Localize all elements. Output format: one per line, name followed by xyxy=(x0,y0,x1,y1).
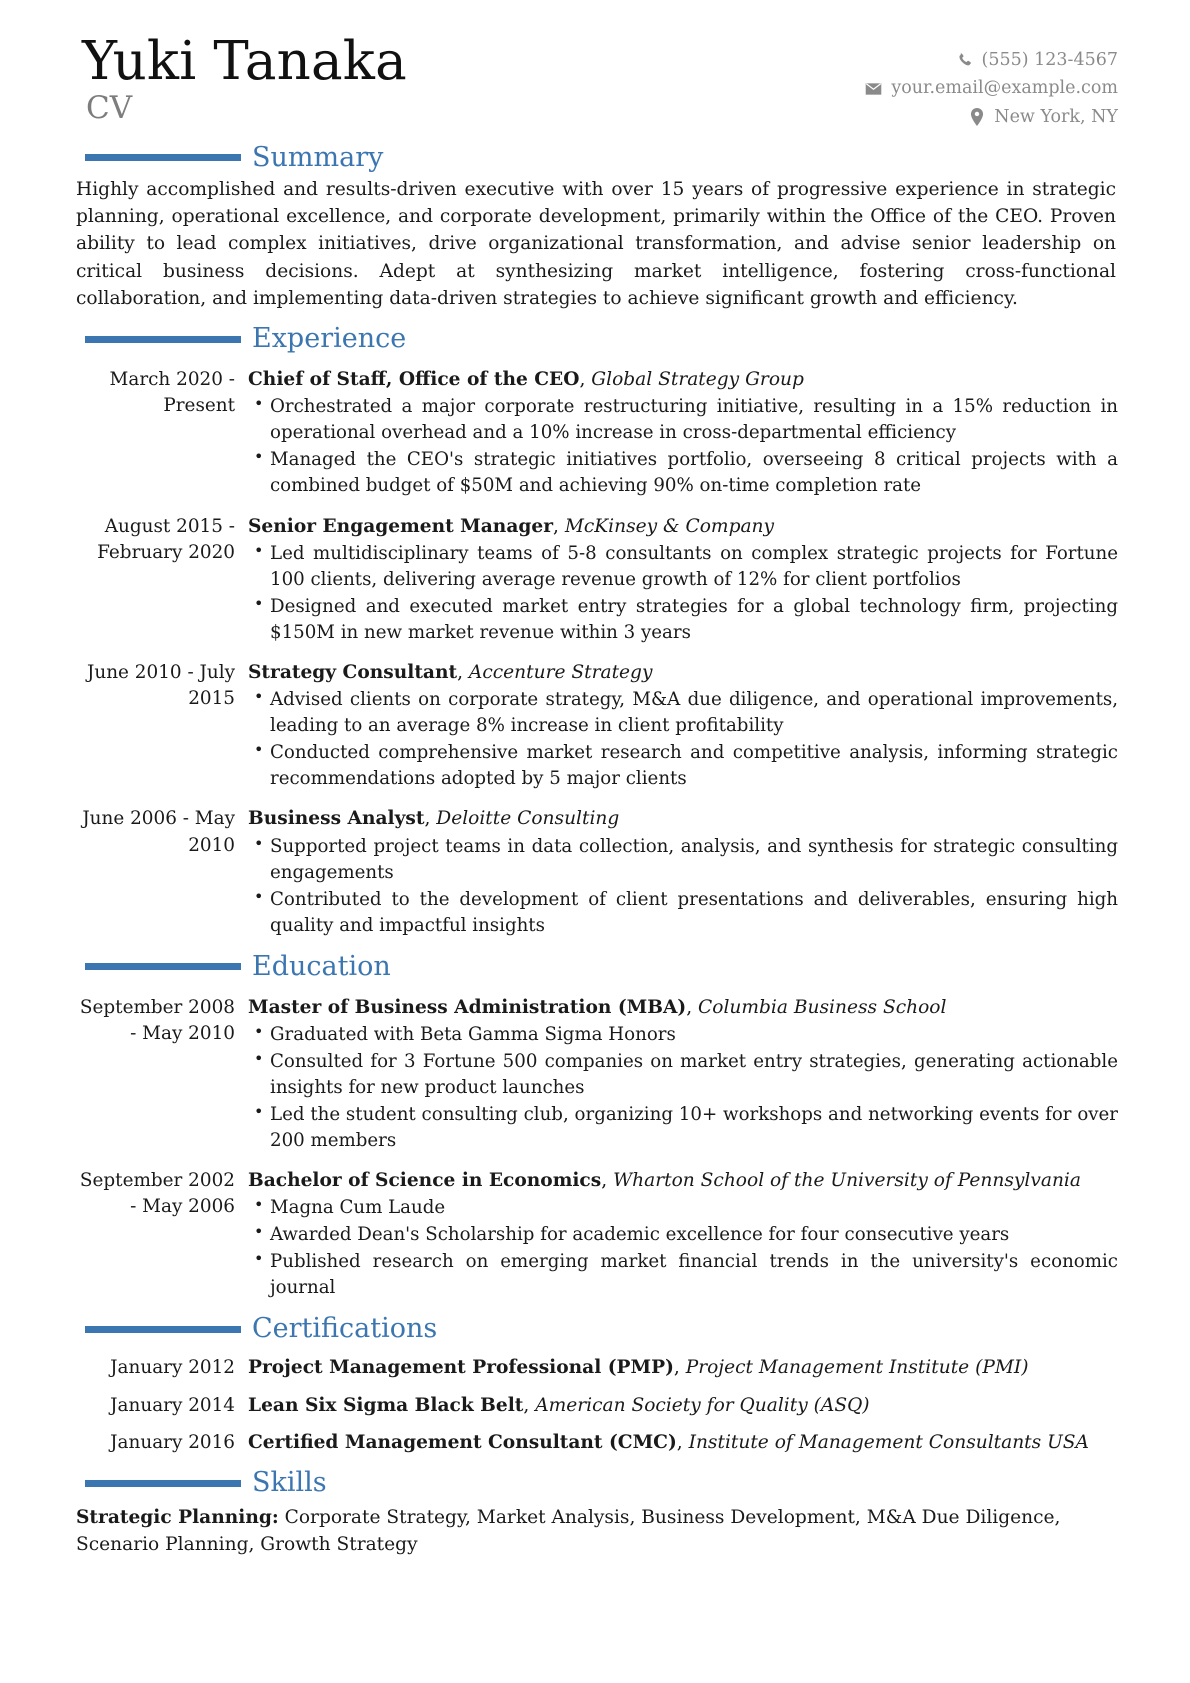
job-title: Chief of Staff, Office of the CEO xyxy=(248,369,580,391)
entry-date: January 2014 xyxy=(110,1394,235,1416)
entry-body xyxy=(248,1168,1118,1302)
section-title-education: Education xyxy=(252,950,391,982)
envelope-icon xyxy=(865,80,882,97)
section-title-summary: Summary xyxy=(252,142,384,174)
contact-location xyxy=(865,103,1118,131)
list-item: • Designed and executed market entry strategies for a global technology firm, projecting $150M in new market revenue within 3 years xyxy=(248,594,1118,646)
list-item: • Graduated with Beta Gamma Sigma Honors xyxy=(248,1022,1118,1048)
section-title-skills: Skills xyxy=(252,1467,327,1499)
separator: , xyxy=(424,808,437,830)
separator: , xyxy=(676,1431,689,1453)
entry-bullets xyxy=(248,394,1118,499)
certification-name: Lean Six Sigma Black Belt xyxy=(248,1394,524,1416)
experience-entry xyxy=(76,514,1118,647)
school-name: Wharton School of the University of Pennsylvania xyxy=(613,1170,1081,1192)
entry-date: June 2010 - July 2015 xyxy=(87,661,235,710)
certification-entry xyxy=(76,1393,1118,1419)
entry-headline xyxy=(248,367,1118,393)
entry-headline xyxy=(248,806,1118,832)
list-item: • Managed the CEO's strategic initiatives portfolio, overseeing 8 critical projects with a combined budget of $50M and achieving 90% on-time completion rate xyxy=(248,447,1118,499)
identity-block xyxy=(76,31,407,127)
certification-entry xyxy=(76,1430,1118,1456)
certification-issuer: Institute of Management Consultants USA xyxy=(688,1431,1089,1453)
company-name: Deloitte Consulting xyxy=(436,808,620,830)
entry-bullets xyxy=(248,541,1118,646)
list-item: • Advised clients on corporate strategy, M&A due diligence, and operational improvements, leading to an average 8% increase in client profitability xyxy=(248,687,1118,739)
education-entry xyxy=(76,1168,1118,1302)
map-pin-icon xyxy=(968,108,985,125)
entry-headline xyxy=(248,995,1118,1021)
entry-body xyxy=(248,660,1118,793)
entry-date: September 2002 - May 2006 xyxy=(79,1170,235,1218)
certification-name: Project Management Professional (PMP) xyxy=(248,1357,674,1379)
experience-entry xyxy=(76,367,1118,500)
entry-headline xyxy=(248,660,1118,686)
separator: , xyxy=(686,996,699,1018)
education-entry xyxy=(76,995,1118,1155)
email-text: your.email@example.com xyxy=(891,78,1118,99)
entry-bullets xyxy=(248,1022,1118,1154)
separator: , xyxy=(523,1394,536,1416)
company-name: McKinsey & Company xyxy=(564,515,775,537)
phone-icon xyxy=(956,52,973,69)
entry-bullets xyxy=(248,687,1118,792)
entry-body xyxy=(248,1355,1118,1381)
section-rule xyxy=(85,963,241,970)
job-title: Strategy Consultant xyxy=(248,661,458,683)
separator: , xyxy=(579,369,592,391)
section-header-certifications xyxy=(76,1314,1118,1344)
certification-issuer: Project Management Institute (PMI) xyxy=(685,1357,1029,1379)
skill-items: Corporate Strategy, Market Analysis, Business Development, M&A Due Diligence, Scenario Planning, Growth Strategy xyxy=(76,1507,1061,1556)
phone-text: (555) 123-4567 xyxy=(981,50,1118,70)
entry-date: September 2008 - May 2010 xyxy=(79,996,235,1044)
contact-email xyxy=(865,74,1118,102)
list-item: • Led multidisciplinary teams of 5-8 consultants on complex strategic projects for Fortune 100 clients, delivering average revenue growth of 12% for client portfolios xyxy=(248,541,1118,593)
list-item: • Magna Cum Laude xyxy=(248,1195,1118,1221)
school-name: Columbia Business School xyxy=(698,996,947,1018)
company-name: Global Strategy Group xyxy=(591,369,804,391)
entry-body xyxy=(248,1430,1118,1456)
section-header-experience xyxy=(76,324,1118,354)
entry-body xyxy=(248,995,1118,1155)
company-name: Accenture Strategy xyxy=(468,661,653,683)
section-header-summary xyxy=(76,143,1118,173)
list-item: • Led the student consulting club, organizing 10+ workshops and networking events for over 200 members xyxy=(248,1102,1118,1154)
experience-entry xyxy=(76,806,1118,939)
section-rule xyxy=(85,154,241,161)
list-item: • Conducted comprehensive market research and competitive analysis, informing strategic recommendations adopted by 5 major clients xyxy=(248,740,1118,792)
section-title-certifications: Certifications xyxy=(252,1313,438,1345)
entry-date: August 2015 - February 2020 xyxy=(97,515,235,563)
separator: , xyxy=(601,1170,614,1192)
entry-date: January 2016 xyxy=(110,1431,235,1453)
entry-bullets xyxy=(248,834,1118,939)
section-rule xyxy=(85,1480,241,1487)
location-text: New York, NY xyxy=(994,106,1118,127)
entry-body xyxy=(248,1393,1118,1419)
experience-entry xyxy=(76,660,1118,793)
list-item: • Awarded Dean's Scholarship for academic excellence for four consecutive years xyxy=(248,1222,1118,1248)
document-subtitle: CV xyxy=(86,90,133,127)
section-rule xyxy=(85,1326,241,1333)
entry-body xyxy=(248,367,1118,500)
section-header-skills xyxy=(76,1468,1118,1498)
summary-text: Highly accomplished and results-driven executive with over 15 years of progressive experience in strategic planning, operational excellence, and corporate development, primarily within the Office of the CEO. Proven ability to lead complex initiatives, drive organizational transformation, and advise senior leadership on critical business decisions. Adept at synthesizing market intelligence, fostering cross-functional collaboration, and implementing data-driven strategies to achieve significant growth and efficiency. xyxy=(76,178,1116,310)
skill-category: Strategic Planning: xyxy=(76,1507,279,1529)
entry-date: January 2012 xyxy=(110,1357,235,1379)
section-rule xyxy=(85,336,241,343)
entry-headline xyxy=(248,1168,1118,1194)
separator: , xyxy=(457,661,469,683)
section-header-education xyxy=(76,952,1118,982)
page-title: Yuki Tanaka xyxy=(82,31,407,92)
job-title: Senior Engagement Manager xyxy=(248,515,553,537)
entry-date: June 2006 - May 2010 xyxy=(82,808,235,856)
job-title: Business Analyst xyxy=(248,808,425,830)
section-title-experience: Experience xyxy=(252,323,407,355)
contact-phone xyxy=(865,46,1118,74)
degree-title: Master of Business Administration (MBA) xyxy=(248,996,687,1018)
certification-entry xyxy=(76,1355,1118,1381)
certification-issuer: American Society for Quality (ASQ) xyxy=(535,1394,870,1416)
list-item: • Supported project teams in data collection, analysis, and synthesis for strategic consulting engagements xyxy=(248,834,1118,886)
list-item: • Contributed to the development of client presentations and deliverables, ensuring high quality and impactful insights xyxy=(248,887,1118,939)
skills-line xyxy=(76,1504,1118,1559)
entry-bullets xyxy=(248,1195,1118,1301)
entry-body xyxy=(248,514,1118,647)
list-item: • Published research on emerging market financial trends in the university's economic journal xyxy=(248,1249,1118,1301)
certification-name: Certified Management Consultant (CMC) xyxy=(248,1431,677,1453)
entry-body xyxy=(248,806,1118,939)
degree-title: Bachelor of Science in Economics xyxy=(248,1170,602,1192)
list-item: • Consulted for 3 Fortune 500 companies on market entry strategies, generating actionable insights for new product launches xyxy=(248,1049,1118,1101)
separator: , xyxy=(553,515,565,537)
entry-date: March 2020 - Present xyxy=(109,369,235,417)
separator: , xyxy=(673,1357,686,1379)
entry-headline xyxy=(248,514,1118,540)
list-item: • Orchestrated a major corporate restructuring initiative, resulting in a 15% reduction in operational overhead and a 10% increase in cross-departmental efficiency xyxy=(248,394,1118,446)
cv-header xyxy=(76,31,1118,131)
contact-block xyxy=(865,34,1118,131)
